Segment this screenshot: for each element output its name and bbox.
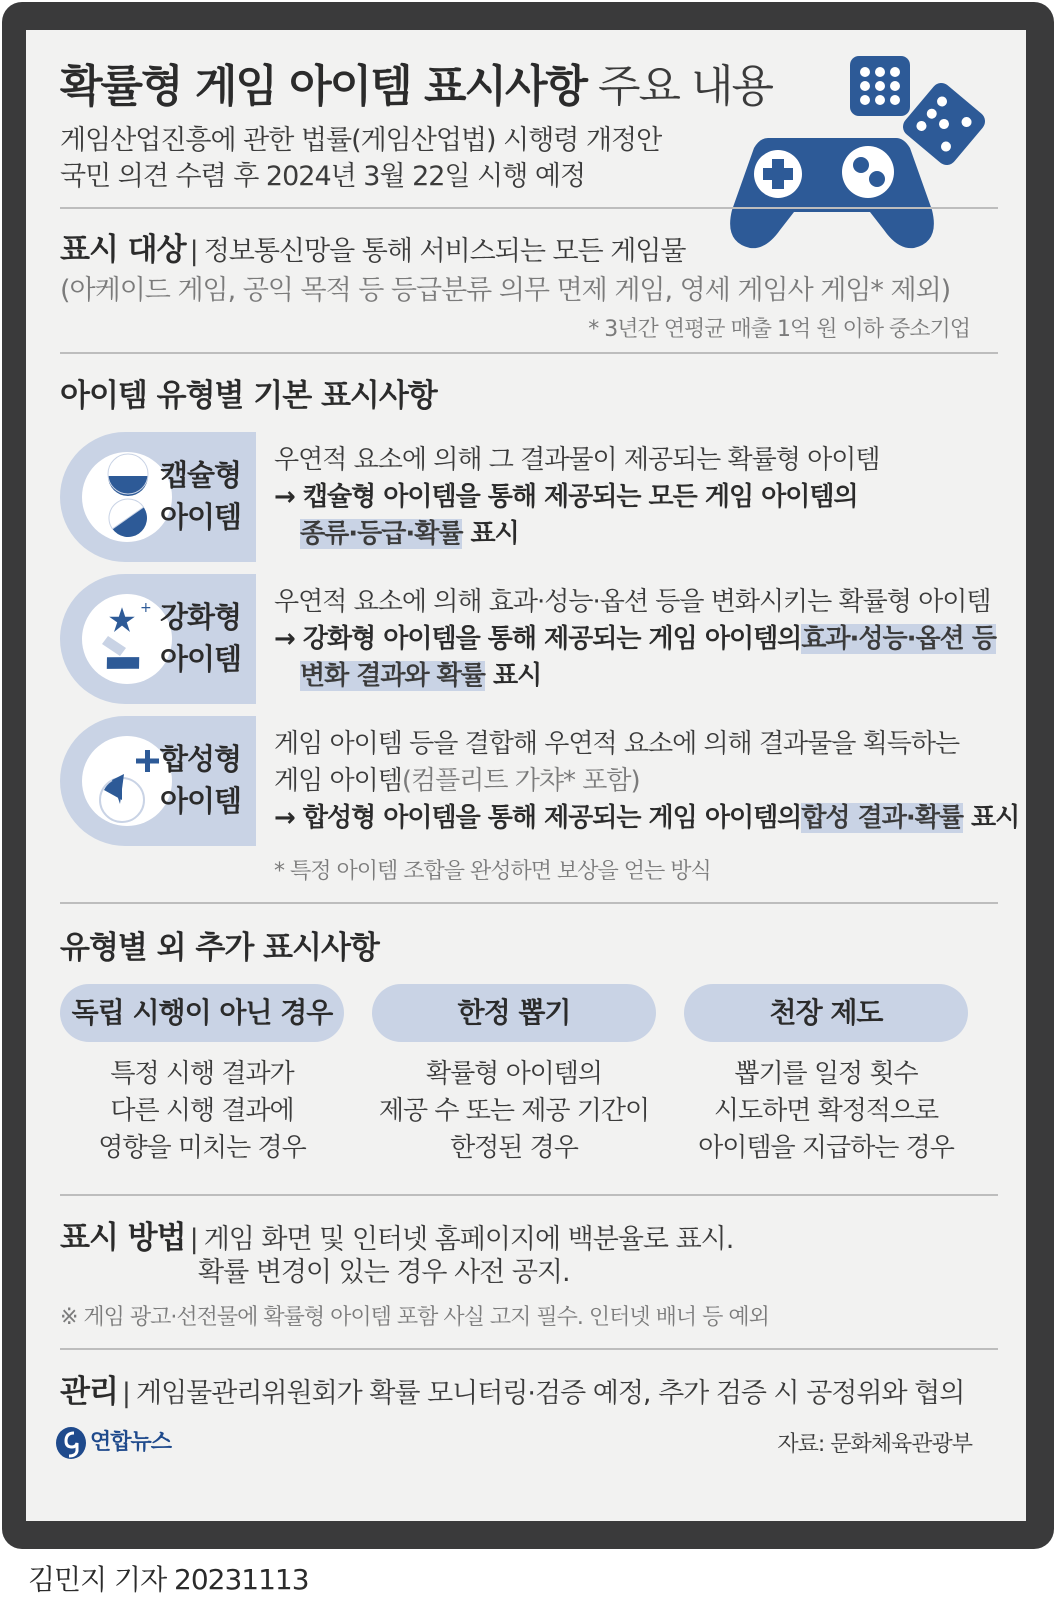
separator-bar: | <box>189 236 198 267</box>
enhance-label <box>160 596 241 680</box>
chip-desc-line: 시도하면 확정적으로 <box>713 1096 939 1126</box>
combine-desc-line-1: 게임 아이템 등을 결합해 우연적 요소에 의해 결과물을 획득하는 <box>274 729 960 759</box>
combine-desc-main: → 합성형 아이템을 통해 제공되는 게임 아이템의 <box>274 803 802 833</box>
enhance-highlight-2: 변화 결과와 확률 <box>300 661 485 691</box>
capsule-icon <box>82 450 172 544</box>
enhance-desc-line-2 <box>274 621 996 658</box>
capsule-label <box>160 454 241 538</box>
combine-label-line-1: 합성형 <box>160 742 242 776</box>
enhance-icon <box>82 592 172 686</box>
author-credit: 김민지 기자 20231113 <box>28 1563 309 1596</box>
capsule-desc-line-2: → 캡슐형 아이템을 통해 제공되는 모든 게임 아이템의 <box>274 482 858 512</box>
subtitle-line-2: 국민 의견 수렴 후 2024년 3월 22일 시행 예정 <box>60 161 586 192</box>
game-controller-icon <box>728 52 990 258</box>
method-line-2: 확률 변경이 있는 경우 사전 공지. <box>198 1257 570 1288</box>
enhance-desc-main: → 강화형 아이템을 통해 제공되는 게임 아이템의 <box>274 624 802 654</box>
yonhap-logo-icon <box>54 1423 88 1461</box>
chip-pity-system-desc <box>684 1056 968 1167</box>
chip-non-independent: 독립 시행이 아닌 경우 <box>60 984 344 1042</box>
method-note: ※ 게임 광고·선전물에 확률형 아이템 포함 사실 고지 필수. 인터넷 배너 등 예외 <box>60 1305 769 1330</box>
chip-pity-system: 천장 제도 <box>684 984 968 1042</box>
manage-row <box>60 1366 964 1411</box>
enhance-highlight-1: 효과·성능·옵션 등 <box>801 624 996 654</box>
enhance-desc-line-1: 우연적 요소에 의해 효과·성능·옵션 등을 변화시키는 확률형 아이템 <box>274 587 991 617</box>
combine-description <box>274 726 1019 837</box>
title-bold: 확률형 게임 아이템 표시사항 <box>60 61 587 112</box>
combine-desc-line-3 <box>274 800 1019 837</box>
combine-label-line-2: 아이템 <box>160 784 242 818</box>
chip-desc-line: 영향을 미치는 경우 <box>98 1133 306 1163</box>
combine-desc-line-2a: 게임 아이템 <box>274 766 402 796</box>
basic-footnote: * 특정 아이템 조합을 완성하면 보상을 얻는 방식 <box>274 859 711 884</box>
combine-item-badge <box>60 716 256 846</box>
combine-desc-line-2b: (컴플리트 가챠* 포함) <box>401 766 640 796</box>
chip-desc-line: 특정 시행 결과가 <box>110 1059 294 1089</box>
source-credit: 자료: 문화체육관광부 <box>777 1432 972 1457</box>
method-label: 표시 방법 <box>60 1220 186 1256</box>
chip-limited-draw: 한정 뽑기 <box>372 984 656 1042</box>
manage-label: 관리 <box>60 1374 118 1410</box>
section-title-basic: 아이템 유형별 기본 표시사항 <box>60 378 437 414</box>
combine-desc-tail: 표시 <box>962 803 1020 833</box>
title-light: 주요 내용 <box>598 61 773 112</box>
section-title-extra: 유형별 외 추가 표시사항 <box>60 930 379 966</box>
capsule-description <box>274 442 880 553</box>
divider <box>60 1348 998 1350</box>
enhance-desc-tail: 표시 <box>484 661 542 691</box>
chip-non-independent-desc <box>60 1056 344 1167</box>
divider <box>60 207 998 209</box>
combine-icon <box>82 734 172 828</box>
chip-desc-line: 확률형 아이템의 <box>425 1059 603 1089</box>
capsule-label-line-2: 아이템 <box>160 500 242 534</box>
svg-text:+: + <box>140 600 152 616</box>
enhance-label-line-2: 아이템 <box>160 642 242 676</box>
divider <box>60 352 998 354</box>
divider <box>60 1194 998 1196</box>
target-exclusion: (아케이드 게임, 공익 목적 등 등급분류 의무 면제 게임, 영세 게임사 게임* 제외) <box>60 275 951 306</box>
target-text: 정보통신망을 통해 서비스되는 모든 게임물 <box>203 236 686 267</box>
combine-highlight: 합성 결과·확률 <box>801 803 963 833</box>
enhance-item-badge <box>60 574 256 704</box>
separator-bar: | <box>189 1224 198 1255</box>
subtitle-line-1: 게임산업진흥에 관한 법률(게임산업법) 시행령 개정안 <box>60 125 662 156</box>
capsule-desc-line-3 <box>274 516 880 553</box>
enhance-description <box>274 584 996 695</box>
capsule-desc-line-1: 우연적 요소에 의해 그 결과물이 제공되는 확률형 아이템 <box>274 445 880 475</box>
enhance-label-line-1: 강화형 <box>160 600 242 634</box>
chip-limited-draw-desc <box>372 1056 656 1167</box>
yonhap-logo-text: 연합뉴스 <box>90 1430 172 1455</box>
enhance-desc-line-3 <box>274 658 996 695</box>
method-line-1: 게임 화면 및 인터넷 홈페이지에 백분율로 표시. <box>203 1224 734 1255</box>
target-row <box>60 224 686 269</box>
chip-desc-line: 제공 수 또는 제공 기간이 <box>378 1096 650 1126</box>
combine-label <box>160 738 241 822</box>
chip-desc-line: 다른 시행 결과에 <box>110 1096 294 1126</box>
capsule-desc-tail: 표시 <box>462 519 519 549</box>
target-label: 표시 대상 <box>60 232 186 268</box>
yonhap-logo <box>54 1423 194 1463</box>
chip-desc-line: 한정된 경우 <box>450 1133 578 1163</box>
capsule-highlight: 종류·등급·확률 <box>300 519 463 549</box>
divider <box>60 902 998 904</box>
page-title <box>60 50 772 114</box>
target-footnote: * 3년간 연평균 매출 1억 원 이하 중소기업 <box>588 317 970 342</box>
chip-desc-line: 뽑기를 일정 횟수 <box>734 1059 918 1089</box>
chip-desc-line: 아이템을 지급하는 경우 <box>698 1133 954 1163</box>
manage-text: 게임물관리위원회가 확률 모니터링·검증 예정, 추가 검증 시 공정위와 협의 <box>136 1378 965 1409</box>
combine-desc-line-2 <box>274 763 1019 800</box>
capsule-label-line-1: 캡슐형 <box>160 458 242 492</box>
capsule-item-badge <box>60 432 256 562</box>
separator-bar: | <box>121 1378 131 1409</box>
